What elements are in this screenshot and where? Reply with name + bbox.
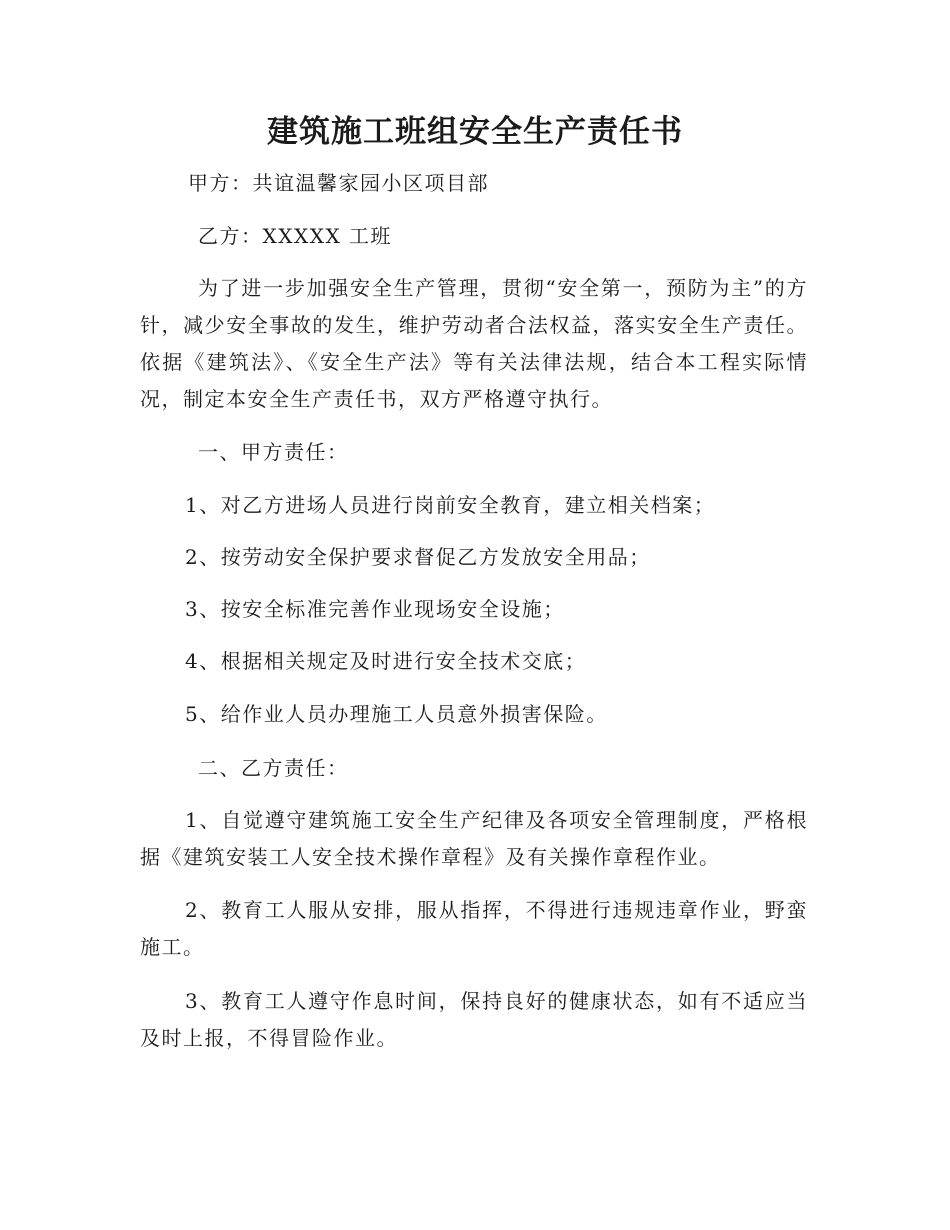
section-a-item-4: 4、根据相关规定及时进行安全技术交底；	[185, 649, 587, 673]
party-a-line: 甲方：共谊温馨家园小区项目部	[188, 171, 489, 195]
party-b-line: 乙方：XXXXX 工班	[198, 224, 393, 248]
document-title: 建筑施工班组安全生产责任书	[267, 114, 683, 150]
section-a-item-1: 1、对乙方进场人员进行岗前安全教育，建立相关档案；	[185, 493, 716, 517]
section-b-item-3: 3、教育工人遵守作息时间，保持良好的健康状态，如有不适应当及时上报，不得冒险作业。	[140, 989, 808, 1050]
section-b-heading: 二、乙方责任：	[198, 756, 349, 780]
intro-paragraph: 为了进一步加强安全生产管理，贯彻“安全第一，预防为主”的方针，减少安全事故的发生，维护劳动者合法权益，落实安全生产责任。依据《建筑法》、《安全生产法》等有关法律法规，结合本工程实际情况，制定本安全生产责任书，双方严格遵守执行。	[140, 276, 808, 411]
section-a-item-3: 3、按安全标准完善作业现场安全设施；	[185, 597, 565, 621]
section-a-heading: 一、甲方责任：	[198, 440, 349, 464]
section-b-item-1: 1、自觉遵守建筑施工安全生产纪律及各项安全管理制度，严格根据《建筑安装工人安全技术操作章程》及有关操作章程作业。	[140, 808, 808, 869]
section-b-item-2: 2、教育工人服从安排，服从指挥，不得进行违规违章作业，野蛮施工。	[140, 898, 808, 959]
section-a-item-5: 5、给作业人员办理施工人员意外损害保险。	[185, 702, 608, 726]
section-a-item-2: 2、按劳动安全保护要求督促乙方发放安全用品；	[185, 545, 651, 569]
